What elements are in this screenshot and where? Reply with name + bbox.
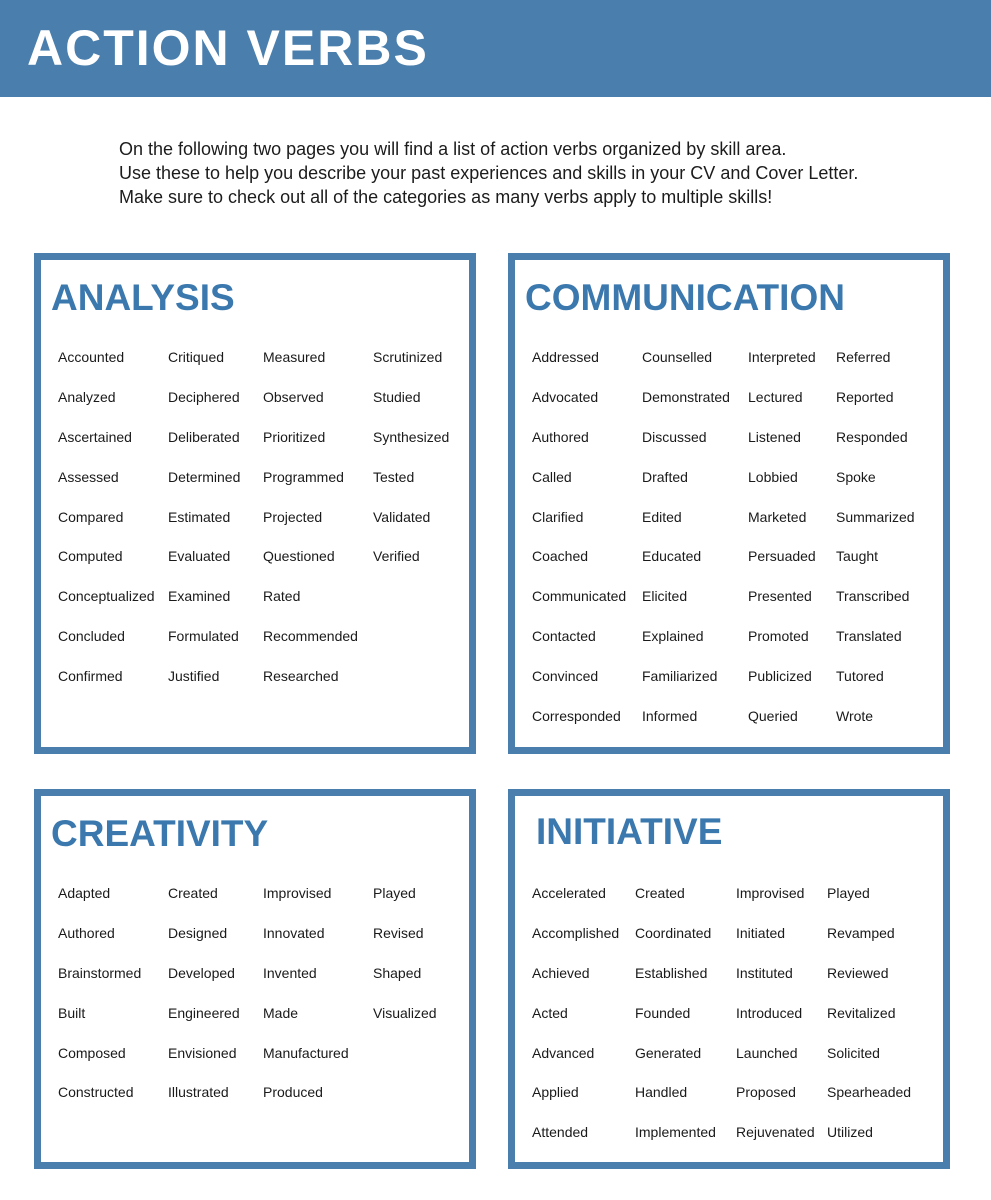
verb-item: Generated bbox=[635, 1044, 702, 1061]
verb-item: Confirmed bbox=[58, 668, 123, 685]
verb-item: Drafted bbox=[642, 468, 688, 485]
verb-column bbox=[836, 347, 915, 746]
page-title: ACTION VERBS bbox=[27, 20, 429, 76]
verb-item: Scrutinized bbox=[373, 349, 443, 365]
verb-item: Assessed bbox=[58, 468, 119, 485]
verb-item: Built bbox=[58, 1004, 86, 1021]
section-title: INITIATIVE bbox=[536, 811, 723, 852]
verb-item: Handled bbox=[635, 1084, 688, 1101]
verb-item: Wrote bbox=[836, 708, 874, 725]
verb-item: Created bbox=[635, 885, 685, 901]
verb-item: Clarified bbox=[532, 508, 584, 525]
verb-item: Reviewed bbox=[827, 964, 889, 981]
verb-item: Responded bbox=[836, 428, 908, 445]
verb-item: Improvised bbox=[736, 885, 805, 901]
verb-item: Revised bbox=[373, 924, 424, 941]
section-title: CREATIVITY bbox=[51, 813, 269, 854]
verb-item: Concluded bbox=[58, 628, 125, 645]
verb-column bbox=[827, 883, 911, 1162]
verb-item: Authored bbox=[58, 924, 115, 941]
verb-item: Envisioned bbox=[168, 1044, 237, 1061]
verb-item: Coached bbox=[532, 548, 589, 565]
verb-item: Promoted bbox=[748, 628, 809, 645]
verb-item: Deliberated bbox=[168, 428, 240, 445]
verb-item: Convinced bbox=[532, 668, 599, 685]
verb-item: Validated bbox=[373, 508, 431, 525]
verb-item: Measured bbox=[263, 349, 326, 365]
verb-item: Translated bbox=[836, 628, 902, 645]
verb-item: Synthesized bbox=[373, 428, 450, 445]
verb-column bbox=[642, 347, 730, 746]
verb-item: Recommended bbox=[263, 628, 358, 645]
verb-column bbox=[58, 347, 155, 706]
verb-item: Formulated bbox=[168, 628, 239, 645]
verb-item: Authored bbox=[532, 428, 589, 445]
verb-item: Marketed bbox=[748, 508, 807, 525]
verb-item: Coordinated bbox=[635, 924, 712, 941]
intro-line: On the following two pages you will find a list of action verbs organized by skill area. bbox=[119, 139, 787, 159]
verb-item: Taught bbox=[836, 548, 879, 565]
verb-item: Achieved bbox=[532, 964, 590, 981]
verb-item: Illustrated bbox=[168, 1084, 229, 1101]
verb-item: Communicated bbox=[532, 588, 627, 605]
verb-item: Utilized bbox=[827, 1124, 873, 1141]
verb-item: Produced bbox=[263, 1084, 323, 1101]
verb-item: Addressed bbox=[532, 349, 599, 365]
verb-item: Transcribed bbox=[836, 588, 910, 605]
verb-item: Designed bbox=[168, 924, 228, 941]
verb-item: Conceptualized bbox=[58, 588, 155, 605]
verb-item: Revitalized bbox=[827, 1004, 896, 1021]
verb-column bbox=[58, 883, 141, 1122]
verb-item: Improvised bbox=[263, 885, 332, 901]
section-creativity bbox=[34, 789, 476, 1169]
verb-item: Computed bbox=[58, 548, 123, 565]
verb-item: Evaluated bbox=[168, 548, 231, 565]
verb-item: Educated bbox=[642, 548, 702, 565]
verb-item: Instituted bbox=[736, 964, 793, 981]
verb-item: Determined bbox=[168, 468, 241, 485]
verb-item: Proposed bbox=[736, 1084, 796, 1101]
verb-item: Applied bbox=[532, 1084, 579, 1101]
verb-item: Edited bbox=[642, 508, 682, 525]
verb-item: Played bbox=[827, 885, 870, 901]
intro-paragraph bbox=[119, 137, 939, 209]
verb-item: Informed bbox=[642, 708, 698, 725]
verb-item: Established bbox=[635, 964, 708, 981]
verb-column bbox=[736, 883, 815, 1162]
intro-line: Make sure to check out all of the categories as many verbs apply to multiple skills! bbox=[119, 187, 773, 207]
verb-item: Publicized bbox=[748, 668, 812, 685]
section-initiative bbox=[508, 789, 950, 1169]
verb-item: Advanced bbox=[532, 1044, 595, 1061]
verb-item: Initiated bbox=[736, 924, 786, 941]
verb-item: Innovated bbox=[263, 924, 325, 941]
verb-item: Persuaded bbox=[748, 548, 816, 565]
verb-column bbox=[168, 347, 240, 706]
verb-item: Deciphered bbox=[168, 388, 240, 405]
verb-item: Acted bbox=[532, 1004, 568, 1021]
intro-line: Use these to help you describe your past experiences and skills in your CV and Cover Letter. bbox=[119, 163, 859, 183]
verb-item: Researched bbox=[263, 668, 339, 685]
verb-item: Made bbox=[263, 1004, 299, 1021]
verb-column bbox=[168, 883, 240, 1122]
verb-item: Lectured bbox=[748, 388, 803, 405]
verb-item: Presented bbox=[748, 588, 812, 605]
verb-item: Manufactured bbox=[263, 1044, 349, 1061]
verb-item: Adapted bbox=[58, 885, 111, 901]
verb-item: Developed bbox=[168, 964, 235, 981]
verb-item: Corresponded bbox=[532, 708, 621, 725]
verb-item: Programmed bbox=[263, 468, 344, 485]
verb-item: Familiarized bbox=[642, 668, 718, 685]
verb-item: Verified bbox=[373, 548, 420, 565]
verb-column bbox=[748, 347, 816, 746]
header-banner bbox=[0, 0, 991, 97]
verb-column bbox=[263, 883, 349, 1122]
section-title: COMMUNICATION bbox=[525, 277, 845, 318]
verb-item: Composed bbox=[58, 1044, 126, 1061]
verb-item: Brainstormed bbox=[58, 964, 142, 981]
verb-item: Called bbox=[532, 468, 572, 485]
verb-item: Contacted bbox=[532, 628, 596, 645]
verb-item: Counselled bbox=[642, 349, 713, 365]
verb-item: Rated bbox=[263, 588, 301, 605]
verb-item: Questioned bbox=[263, 548, 335, 565]
verb-item: Compared bbox=[58, 508, 124, 525]
verb-item: Referred bbox=[836, 349, 891, 365]
verb-item: Shaped bbox=[373, 964, 422, 981]
verb-item: Spoke bbox=[836, 468, 876, 485]
section-title: ANALYSIS bbox=[51, 277, 235, 318]
verb-item: Interpreted bbox=[748, 349, 816, 365]
verb-item: Reported bbox=[836, 388, 894, 405]
verb-item: Tested bbox=[373, 468, 415, 485]
verb-item: Explained bbox=[642, 628, 704, 645]
verb-item: Summarized bbox=[836, 508, 915, 525]
verb-item: Accounted bbox=[58, 349, 125, 365]
verb-column bbox=[263, 347, 358, 706]
verb-item: Observed bbox=[263, 388, 324, 405]
verb-item: Critiqued bbox=[168, 349, 225, 365]
verb-item: Prioritized bbox=[263, 428, 326, 445]
verb-item: Spearheaded bbox=[827, 1084, 912, 1101]
verb-item: Solicited bbox=[827, 1044, 880, 1061]
verb-item: Advocated bbox=[532, 388, 599, 405]
verb-item: Visualized bbox=[373, 1004, 437, 1021]
verb-item: Accomplished bbox=[532, 924, 620, 941]
verb-item: Played bbox=[373, 885, 416, 901]
verb-column bbox=[532, 347, 626, 746]
verb-column bbox=[373, 347, 449, 586]
verb-item: Estimated bbox=[168, 508, 231, 525]
verb-item: Elicited bbox=[642, 588, 688, 605]
verb-item: Constructed bbox=[58, 1084, 134, 1101]
verb-item: Justified bbox=[168, 668, 220, 685]
verb-item: Engineered bbox=[168, 1004, 240, 1021]
verb-item: Queried bbox=[748, 708, 798, 725]
verb-item: Implemented bbox=[635, 1124, 716, 1141]
verb-item: Accelerated bbox=[532, 885, 606, 901]
verb-item: Demonstrated bbox=[642, 388, 730, 405]
verb-item: Introduced bbox=[736, 1004, 803, 1021]
verb-item: Discussed bbox=[642, 428, 707, 445]
verb-item: Ascertained bbox=[58, 428, 132, 445]
verb-column bbox=[532, 883, 619, 1162]
verb-item: Tutored bbox=[836, 668, 884, 685]
verb-item: Invented bbox=[263, 964, 317, 981]
verb-item: Attended bbox=[532, 1124, 589, 1141]
verb-item: Analyzed bbox=[58, 388, 116, 405]
verb-item: Launched bbox=[736, 1044, 798, 1061]
section-communication bbox=[508, 253, 950, 754]
verb-column bbox=[373, 883, 437, 1043]
section-analysis bbox=[34, 253, 476, 754]
verb-item: Examined bbox=[168, 588, 231, 605]
verb-item: Lobbied bbox=[748, 468, 798, 485]
verb-item: Revamped bbox=[827, 924, 895, 941]
verb-item: Founded bbox=[635, 1004, 691, 1021]
verb-item: Projected bbox=[263, 508, 323, 525]
verb-column bbox=[635, 883, 716, 1162]
verb-item: Listened bbox=[748, 428, 801, 445]
verb-item: Studied bbox=[373, 388, 421, 405]
verb-item: Rejuvenated bbox=[736, 1124, 815, 1141]
verb-item: Created bbox=[168, 885, 218, 901]
